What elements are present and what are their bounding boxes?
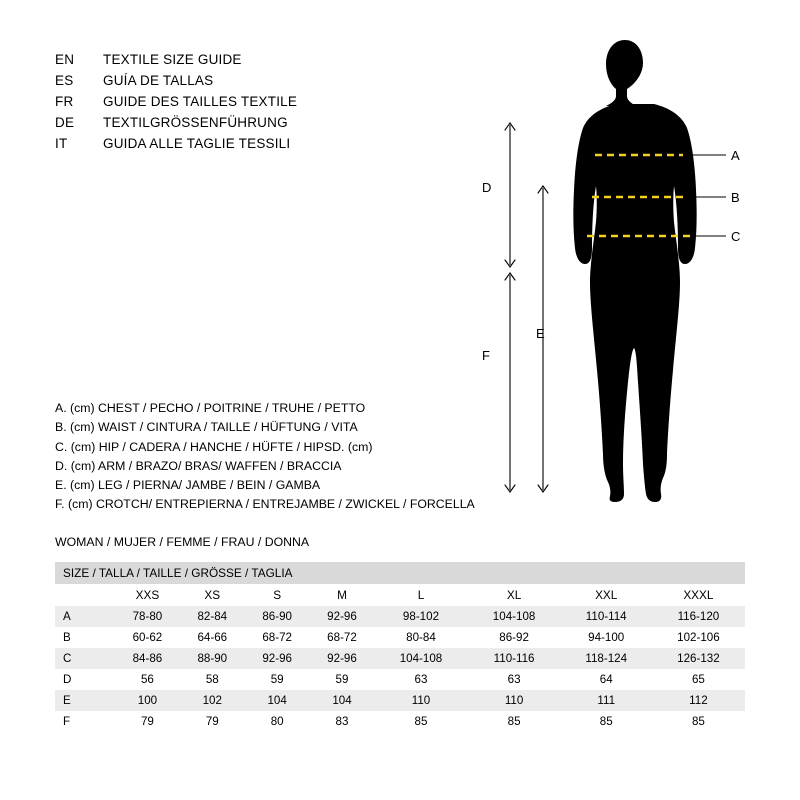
title-text-en: TEXTILE SIZE GUIDE: [103, 52, 242, 67]
cell-d-xl: 63: [468, 669, 561, 690]
title-lang-en: EN: [55, 52, 75, 67]
cell-f-xxs: 79: [115, 711, 180, 732]
table-row: [55, 690, 745, 711]
title-row-fr: [55, 94, 297, 115]
cell-b-xxl: 94-100: [561, 627, 652, 648]
table-header-row: [55, 562, 745, 584]
cell-f-xxxl: 85: [652, 711, 745, 732]
table-row: [55, 711, 745, 732]
label-a: A: [731, 148, 740, 163]
col-head-l: L: [374, 584, 467, 606]
cell-d-xxxl: 65: [652, 669, 745, 690]
cell-b-xs: 64-66: [180, 627, 245, 648]
legend-item-a: A. (cm) CHEST / PECHO / POITRINE / TRUHE / PETTO: [55, 401, 366, 415]
cell-b-xl: 86-92: [468, 627, 561, 648]
table-row: [55, 648, 745, 669]
col-head-xxs: XXS: [115, 584, 180, 606]
title-block: [55, 52, 297, 157]
cell-c-s: 92-96: [245, 648, 310, 669]
cell-f-s: 80: [245, 711, 310, 732]
cell-f-xl: 85: [468, 711, 561, 732]
cell-e-l: 110: [374, 690, 467, 711]
dimension-arm-d: [505, 123, 515, 267]
title-text-fr: GUIDE DES TAILLES TEXTILE: [103, 94, 298, 109]
table-columns-row: [55, 584, 745, 606]
title-text-de: TEXTILGRÖSSENFÜHRUNG: [103, 115, 288, 130]
col-head-blank: [55, 584, 115, 606]
cell-d-xs: 58: [180, 669, 245, 690]
cell-a-xxxl: 116-120: [652, 606, 745, 627]
legend-item-c: C. (cm) HIP / CADERA / HANCHE / HÜFTE / HIPSD. (cm): [55, 439, 373, 454]
cell-c-xxxl: 126-132: [652, 648, 745, 669]
title-row-de: [55, 115, 297, 136]
cell-e-xl: 110: [468, 690, 561, 711]
cell-f-xxl: 85: [561, 711, 652, 732]
col-head-xs: XS: [180, 584, 245, 606]
cell-b-s: 68-72: [245, 627, 310, 648]
size-table: [55, 562, 745, 732]
cell-d-s: 59: [245, 669, 310, 690]
cell-a-l: 98-102: [374, 606, 467, 627]
cell-e-xs: 102: [180, 690, 245, 711]
col-head-xxxl: XXXL: [652, 584, 745, 606]
legend-item-f: F. (cm) CROTCH/ ENTREPIERNA / ENTREJAMBE / ZWICKEL / FORCELLA: [55, 497, 475, 512]
legend-item-b: B. (cm) WAIST / CINTURA / TAILLE / HÜFTUNG / VITA: [55, 420, 358, 435]
title-text-it: GUIDA ALLE TAGLIE TESSILI: [103, 136, 291, 151]
title-row-it: [55, 136, 297, 157]
cell-c-l: 104-108: [374, 648, 467, 669]
body-diagram: [440, 20, 770, 520]
row-label-c: C: [55, 648, 115, 669]
table-row: [55, 627, 745, 648]
table-header-label: SIZE / TALLA / TAILLE / GRÖSSE / TAGLIA: [63, 566, 293, 580]
cell-e-s: 104: [245, 690, 310, 711]
cell-c-m: 92-96: [310, 648, 375, 669]
cell-a-xs: 82-84: [180, 606, 245, 627]
title-lang-de: DE: [55, 115, 75, 130]
row-label-e: E: [55, 690, 115, 711]
label-f: F: [482, 348, 490, 363]
cell-c-xxs: 84-86: [115, 648, 180, 669]
row-label-d: D: [55, 669, 115, 690]
dimension-crotch-f: [505, 273, 515, 492]
row-label-f: F: [55, 711, 115, 732]
label-c: C: [731, 229, 741, 244]
cell-f-m: 83: [310, 711, 375, 732]
title-row-es: [55, 73, 297, 94]
cell-b-xxxl: 102-106: [652, 627, 745, 648]
cell-f-xs: 79: [180, 711, 245, 732]
title-lang-fr: FR: [55, 94, 74, 109]
col-head-m: M: [310, 584, 375, 606]
cell-b-xxs: 60-62: [115, 627, 180, 648]
gender-label: WOMAN / MUJER / FEMME / FRAU / DONNA: [55, 535, 310, 549]
label-d: D: [482, 180, 492, 195]
cell-e-xxl: 111: [561, 690, 652, 711]
cell-c-xl: 110-116: [468, 648, 561, 669]
cell-e-xxxl: 112: [652, 690, 745, 711]
cell-d-l: 63: [374, 669, 467, 690]
cell-a-m: 92-96: [310, 606, 375, 627]
label-b: B: [731, 190, 740, 205]
cell-d-xxl: 64: [561, 669, 652, 690]
title-lang-it: IT: [55, 136, 68, 151]
legend-item-e: E. (cm) LEG / PIERNA/ JAMBE / BEIN / GAMBA: [55, 478, 321, 493]
cell-c-xxl: 118-124: [561, 648, 652, 669]
measurement-legend: [55, 401, 475, 517]
col-head-s: S: [245, 584, 310, 606]
table-row: [55, 669, 745, 690]
cell-a-xl: 104-108: [468, 606, 561, 627]
cell-d-xxs: 56: [115, 669, 180, 690]
cell-e-m: 104: [310, 690, 375, 711]
cell-c-xs: 88-90: [180, 648, 245, 669]
cell-f-l: 85: [374, 711, 467, 732]
label-e: E: [536, 326, 545, 341]
female-silhouette-icon: [573, 40, 696, 502]
cell-a-xxl: 110-114: [561, 606, 652, 627]
title-lang-es: ES: [55, 73, 74, 88]
title-text-es: GUÍA DE TALLAS: [103, 73, 214, 88]
cell-a-s: 86-90: [245, 606, 310, 627]
col-head-xxl: XXL: [561, 584, 652, 606]
cell-d-m: 59: [310, 669, 375, 690]
cell-e-xxs: 100: [115, 690, 180, 711]
cell-b-m: 68-72: [310, 627, 375, 648]
legend-item-d: D. (cm) ARM / BRAZO/ BRAS/ WAFFEN / BRACCIA: [55, 458, 342, 473]
cell-a-xxs: 78-80: [115, 606, 180, 627]
col-head-xl: XL: [468, 584, 561, 606]
table-row: [55, 606, 745, 627]
row-label-a: A: [55, 606, 115, 627]
row-label-b: B: [55, 627, 115, 648]
title-row-en: [55, 52, 297, 73]
cell-b-l: 80-84: [374, 627, 467, 648]
